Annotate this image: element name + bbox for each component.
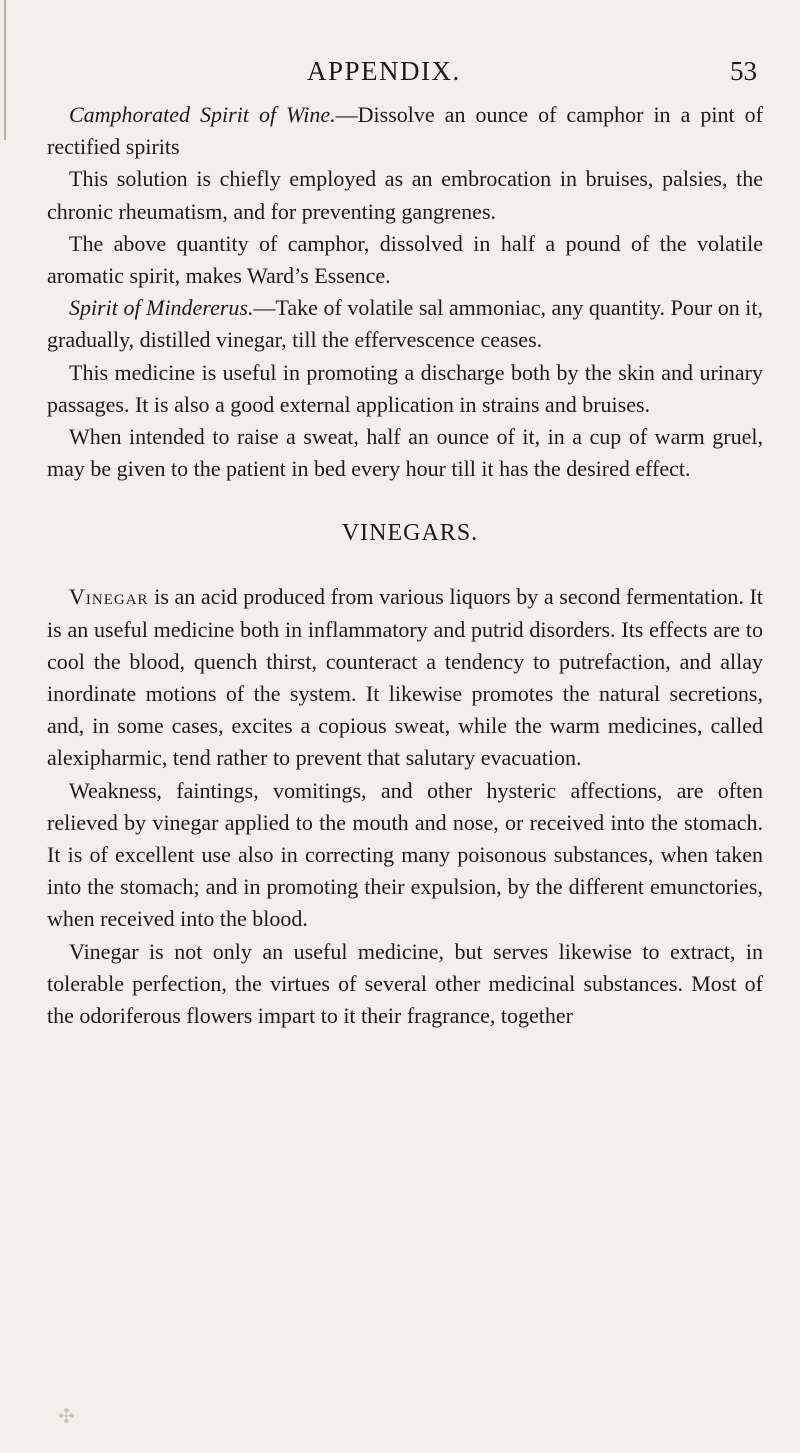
camphor-use-paragraph: This solution is chiefly employed as an embrocation in bruises, palsies, the chronic rheumatism, and for preventing gangrenes. [47, 166, 763, 224]
camphor-title: Camphorated Spirit of Wine. [69, 102, 336, 127]
mindererus-use-paragraph: This medicine is useful in promoting a discharge both by the skin and urinary passages. It is also a good external application in strains and bruises. [47, 359, 763, 417]
vinegar-lead-word: Vinegar [69, 584, 149, 610]
mindererus-text: —Take of volatile sal ammoniac, any quantity. Pour on it, gradually, distilled vinegar, till the effervescence ceases. [47, 295, 763, 353]
camphor-text: —Dissolve an ounce of camphor in a pint of rectified spirits [47, 102, 764, 160]
weakness-paragraph: Weakness, faintings, vomitings, and other hysteric affections, are often relieved by vinegar applied to the mouth and nose, or received into the stomach. It is of excellent use also in correcting many poisonous substances, when taken into the stomach; and in promoting their expulsion, by the different emunctories, when received into the blood. [47, 777, 763, 932]
wards-essence-paragraph: The above quantity of camphor, dissolved in half a pound of the volatile aromatic spirit, makes Ward’s Essence. [47, 230, 763, 289]
header-title: APPENDIX. [307, 56, 461, 86]
mindererus-paragraph [47, 292, 763, 356]
page-number: 53 [730, 56, 757, 86]
mindererus-title: Spirit of Mindererus. [69, 295, 254, 321]
vinegar-intro-paragraph [47, 581, 763, 774]
section-spacer [47, 485, 763, 517]
section-heading-vinegars: VINEGARS. [341, 520, 479, 547]
section-spacer [47, 549, 763, 581]
ink-blot-mark: ✣ [58, 1406, 75, 1428]
extract-paragraph: Vinegar is not only an useful medicine, but serves likewise to extract, in tolerable perfection, the virtues of several other medicinal substances. Most of the odoriferous flowers impart to it their fragrance, together [47, 938, 763, 1029]
camphor-paragraph [47, 99, 763, 163]
vinegar-intro-text: is an acid produced from various liquors by a second fermentation. It is an useful medicine both in inflammatory and putrid disorders. Its effects are to cool the blood, quench thirst, counteract a tendency to putrefaction, and allay inordinate motions of the system. It likewise promotes the natural secretions, and, in some cases, excites a copious sweat, while the warm medicines, called alexipharmic, tend rather to prevent that salutary evacuation. [47, 584, 763, 771]
sweat-paragraph: When intended to raise a sweat, half an ounce of it, in a cup of warm gruel, may be given to the patient in bed every hour till it has the desired effect. [47, 424, 763, 482]
body-text [47, 99, 763, 1032]
running-header [0, 56, 800, 92]
